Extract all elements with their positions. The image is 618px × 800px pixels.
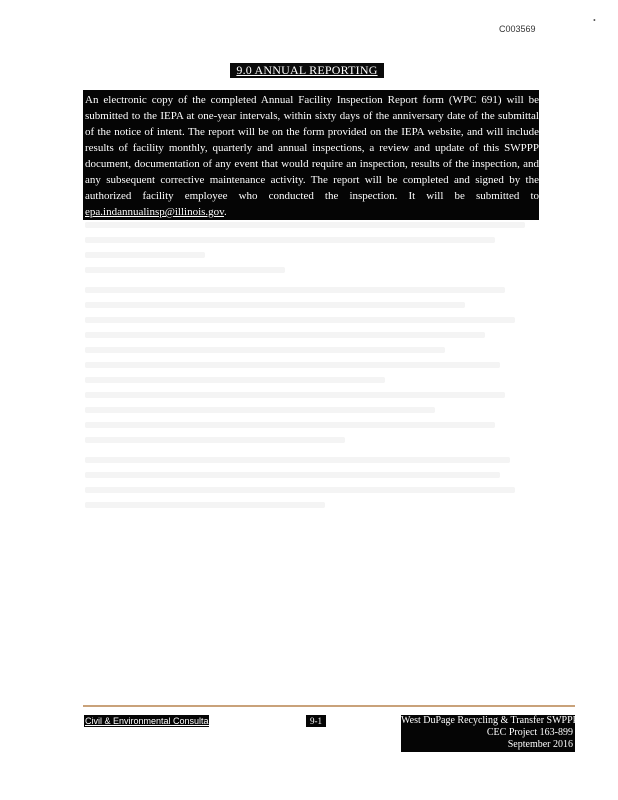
faded-line (85, 362, 500, 368)
faded-line (85, 252, 205, 258)
faded-line (85, 457, 510, 463)
faded-line (85, 237, 495, 243)
faded-line (85, 437, 345, 443)
footer-project-info (401, 715, 579, 752)
faded-line (85, 302, 465, 308)
paragraph-text: An electronic copy of the completed Annual Facility Inspection Report form (WPC 691) will be submitted to the IEPA at one-year intervals, within sixty days of the anniversary date of the submittal of the notice of intent. The report will be on the form provided on the IEPA website, and will include results of facility monthly, quarterly and annual inspections, a review and update of this SWPPP document, documentation of any event that would require an inspection, results of the inspection, and any subsequent corrective maintenance activity. The report will be completed and signed by the authorized facility employee who conducted the inspection. It will be submitted to (85, 94, 539, 202)
footer-project-number: CEC Project 163-899 (486, 727, 573, 738)
paragraph-period: . (223, 206, 227, 218)
faded-line (85, 332, 485, 338)
faded-bleed-through-text (85, 222, 535, 517)
faded-line (85, 422, 495, 428)
corner-mark: • (593, 16, 596, 25)
faded-line (85, 407, 435, 413)
faded-line (85, 347, 445, 353)
faded-line (85, 267, 285, 273)
faded-line (85, 222, 525, 228)
footer-project-title: West DuPage Recycling & Transfer SWPPP (401, 715, 579, 726)
faded-line (85, 317, 515, 323)
faded-line (85, 287, 505, 293)
section-paragraph (85, 92, 539, 220)
email-link[interactable]: epa.indannualinsp@illinois.gov (85, 206, 224, 218)
document-id: C003569 (499, 24, 536, 34)
faded-line (85, 472, 500, 478)
section-heading: 9.0 ANNUAL REPORTING (230, 63, 384, 78)
footer-divider (83, 705, 575, 707)
faded-line (85, 502, 325, 508)
footer-company: Civil & Environmental Consultants, Inc. (85, 716, 241, 726)
page-number: 9-1 (306, 715, 326, 727)
faded-line (85, 377, 385, 383)
faded-line (85, 392, 505, 398)
footer-date: September 2016 (507, 739, 573, 750)
faded-line (85, 487, 515, 493)
